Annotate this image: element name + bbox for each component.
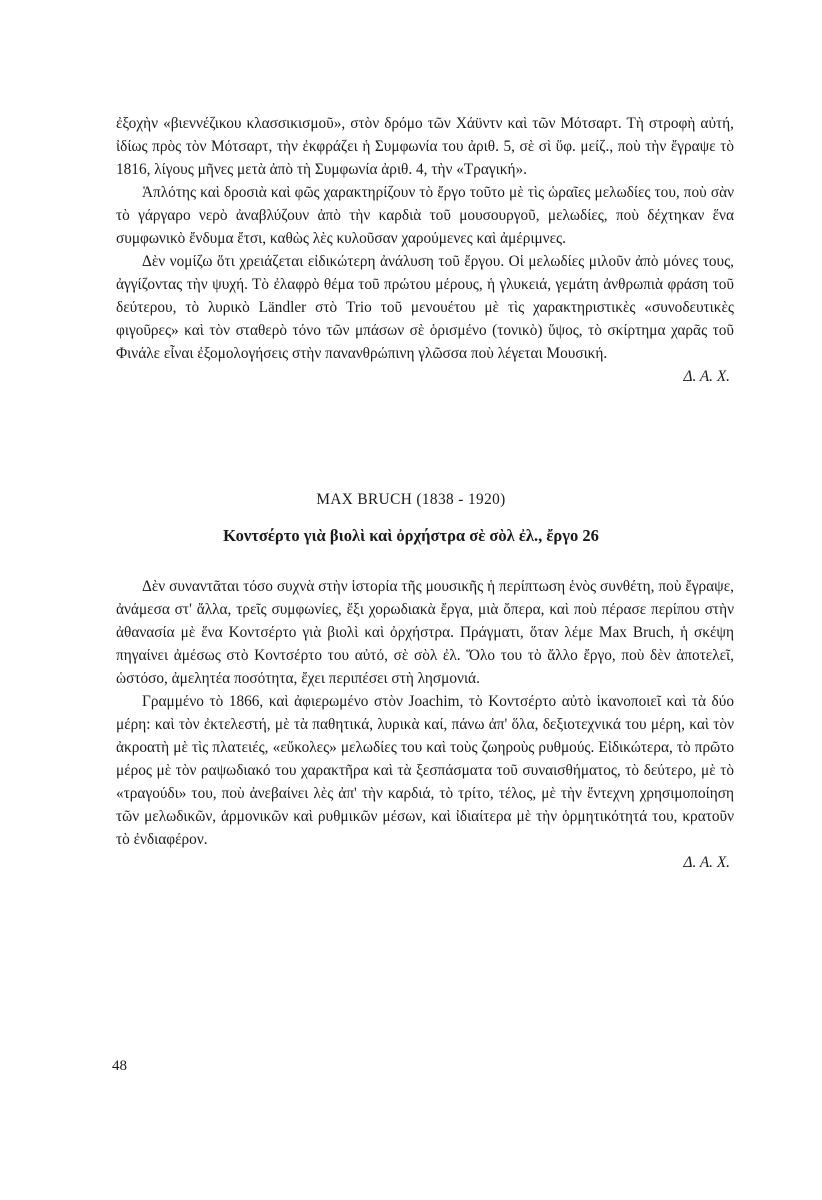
schubert-symphony-text (116, 112, 734, 388)
paragraph: ἐξοχὴν «βιεννέζικου κλασσικισμοῦ», στὸν δρόμο τῶν Χάϋντν καὶ τῶν Μότσαρτ. Τὴ στροφὴ αὐτή, ἰδίως πρὸς τὸν Μότσαρτ, τὴν ἐκφράζει ἡ Συμφωνία του ἀριθ. 5, σὲ σὶ ὕφ. μείζ., ποὺ τὴν ἔγραψε τὸ 1816, λίγους μῆνες μετὰ ἀπὸ τὴ Συμφωνία ἀριθ. 4, τὴν «Τραγική». (116, 115, 734, 178)
work-title: Κοντσέρτο γιὰ βιολὶ καὶ ὀρχήστρα σὲ σὸλ ἐλ., ἔργο 26 (223, 526, 599, 545)
paragraph: Δὲν συναντᾶται τόσο συχνὰ στὴν ἱστορία τῆς μουσικῆς ἡ περίπτωση ἑνὸς συνθέτη, ποὺ ἔγραψε, ἀνάμεσα στ' ἄλλα, τρεῖς συμφωνίες, ἔξι χορωδιακὰ ἔργα, μιὰ ὄπερα, καὶ ποὺ πέρασε περίπου στὴν ἀθανασία μὲ ἕνα Κοντσέρτο γιὰ βιολὶ καὶ ὀρχήστρα. Πράγματι, ὅταν λέμε Max Bruch, ἡ σκέψη πηγαίνει ἀμέσως στὸ Κοντσέρτο του αὐτό, σὲ σὸλ ἐλ. Ὅλο του τὸ ἄλλο ἔργο, ποὺ δὲν ἀποτελεῖ, ὡστόσο, ἀμελητέα ποσότητα, ἔχει περιπέσει στὴ λησμονιά. (116, 578, 734, 687)
bruch-concerto-text (116, 575, 734, 874)
paragraph: Ἁπλότης καὶ δροσιὰ καὶ φῶς χαρακτηρίζουν τὸ ἔργο τοῦτο μὲ τὶς ὡραῖες μελωδίες του, ποὺ σὰν τὸ γάργαρο νερὸ ἀναβλύζουν ἀπὸ τὴν καρδιὰ τοῦ μουσουργοῦ, μελωδίες, ποὺ δέχτηκαν ἕνα συμφωνικὸ ἔνδυμα ἔτσι, καθὼς λὲς κυλοῦσαν χαρούμενες καὶ ἀμέριμνες. (116, 184, 734, 247)
author-signature: Δ. Α. Χ. (683, 368, 730, 385)
composer-heading: MAX BRUCH (1838 - 1920) (316, 491, 506, 508)
paragraph: Δὲν νομίζω ὅτι χρειάζεται εἰδικώτερη ἀνάλυση τοῦ ἔργου. Οἱ μελωδίες μιλοῦν ἀπὸ μόνες τους, ἀγγίζοντας τὴν ψυχή. Τὸ ἐλαφρὸ θέμα τοῦ πρώτου μέρους, ἡ γλυκειά, γεμάτη ἀνθρωπιὰ φράση τοῦ δεύτερου, τὸ λυρικὸ Ländler στὸ Trio τοῦ μενουέτου μὲ τὶς χαρακτηριστικὲς «συνοδευτικὲς φιγοῦρες» καὶ τὸν σταθερὸ τόνο τῶν μπάσων σὲ ὁρισμένο (τονικὸ) ὕψος, τὸ σκίρτημα χαρᾶς τοῦ Φινάλε εἶναι ἐξομολογήσεις στὴν πανανθρώπινη γλῶσσα ποὺ λέγεται Μουσική. (116, 253, 734, 362)
paragraph: Γραμμένο τὸ 1866, καὶ ἀφιερωμένο στὸν Joachim, τὸ Κοντσέρτο αὐτὸ ἱκανοποιεῖ καὶ τὰ δύο μέρη: καὶ τὸν ἐκτελεστή, μὲ τὰ παθητικά, λυρικὰ καί, πάνω ἀπ' ὅλα, δεξιοτεχνικά του μέρη, καὶ τὸν ἀκροατὴ μὲ τὶς πλατειές, «εὔκολες» μελωδίες του καὶ τοὺς ζωηροὺς ρυθμούς. Εἰδικώτερα, τὸ πρῶτο μέρος μὲ τὸν ραψωδιακό του χαρακτῆρα καὶ τὰ ξεσπάσματα τοῦ συναισθήματος, τὸ δεύτερο, μὲ τὸ «τραγούδι» του, ποὺ ἀνεβαίνει λὲς ἀπ' τὴν καρδιά, τὸ τρίτο, τέλος, μὲ τὴν ἔντεχνη χρησιμοποίηση τῶν μελωδικῶν, ἁρμονικῶν καὶ ρυθμικῶν μέσων, καὶ ἰδιαίτερα μὲ τὴν ὁρμητικότητά του, κρατοῦν τὸ ἐνδιαφέρον. (116, 693, 734, 848)
page-number: 48 (112, 1058, 127, 1074)
author-signature: Δ. Α. Χ. (683, 854, 730, 871)
